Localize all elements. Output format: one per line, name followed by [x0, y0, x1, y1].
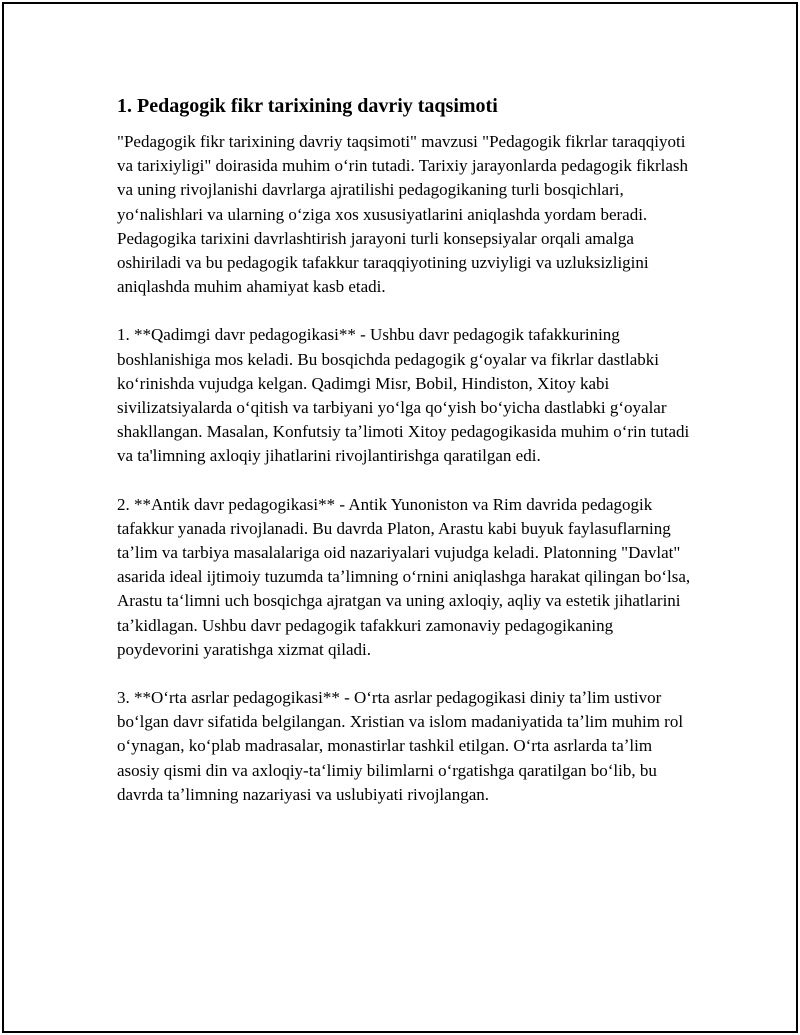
middle-ages-paragraph: 3. **Oʻrta asrlar pedagogikasi** - Oʻrta asrlar pedagogikasi diniy taʼlim ustivor boʻlgan davr sifatida belgilangan. Xristian va islom madaniyatida taʼlim muhim rol oʻynagan, koʻplab madrasalar, monastirlar tashkil etilgan. Oʻrta asrlarda taʼlim asosiy qismi din va axloqiy-taʻlimiy bilimlarni oʻrgatishga qaratilgan boʻlib, bu davrda taʼlimning nazariyasi va uslubiyati rivojlangan.: [117, 688, 684, 804]
intro-paragraph: "Pedagogik fikr tarixining davriy taqsimoti" mavzusi "Pedagogik fikrlar taraqqiyoti va tarixiyligi" doirasida muhim oʻrin tutadi. Tarixiy jarayonlarda pedagogik fikrlash va uning rivojlanishi davrlarga ajratilishi pedagogikaning turli bosqichlari, yoʻnalishlari va ularning oʻziga xos xususiyatlarini aniqlashda yordam beradi. Pedagogika tarixini davrlashtirish jarayoni turli konsepsiyalar orqali amalga oshiriladi va bu pedagogik tafakkur taraqqiyotining uzviyligi va uzluksizligini aniqlashda muhim ahamiyat kasb etadi.: [117, 132, 689, 297]
ancient-period-paragraph: 1. **Qadimgi davr pedagogikasi** - Ushbu davr pedagogik tafakkurining boshlanishiga mos keladi. Bu bosqichda pedagogik gʻoyalar va fikrlar dastlabki koʻrinishda vujudga kelgan. Qadimgi Misr, Bobil, Hindiston, Xitoy kabi sivilizatsiyalarda oʻqitish va tarbiyani yoʻlga qoʻyish boʻyicha dastlabki gʻoyalar shakllangan. Masalan, Konfutsiy taʼlimoti Xitoy pedagogikasida muhim oʻrin tutadi va ta'limning axloqiy jihatlarini rivojlantirishga qaratilgan edi.: [117, 325, 690, 466]
section-heading: 1. Pedagogik fikr tarixining davriy taqsimoti: [117, 95, 498, 117]
antique-period-paragraph: 2. **Antik davr pedagogikasi** - Antik Yunoniston va Rim davrida pedagogik tafakkur yanada rivojlanadi. Bu davrda Platon, Arastu kabi buyuk faylasuflarning taʼlim va tarbiya masalalariga oid nazariyalari vujudga keladi. Platonning "Davlat" asarida ideal ijtimoiy tuzumda taʼlimning oʻrnini aniqlashga harakat qilingan boʻlsa, Arastu taʻlimni uch bosqichga ajratgan va uning axloqiy, aqliy va estetik jihatlarini taʼkidlagan. Ushbu davr pedagogik tafakkuri zamonaviy pedagogikaning poydevorini yaratishga xizmat qiladi.: [117, 494, 691, 659]
document-body: [117, 94, 697, 831]
